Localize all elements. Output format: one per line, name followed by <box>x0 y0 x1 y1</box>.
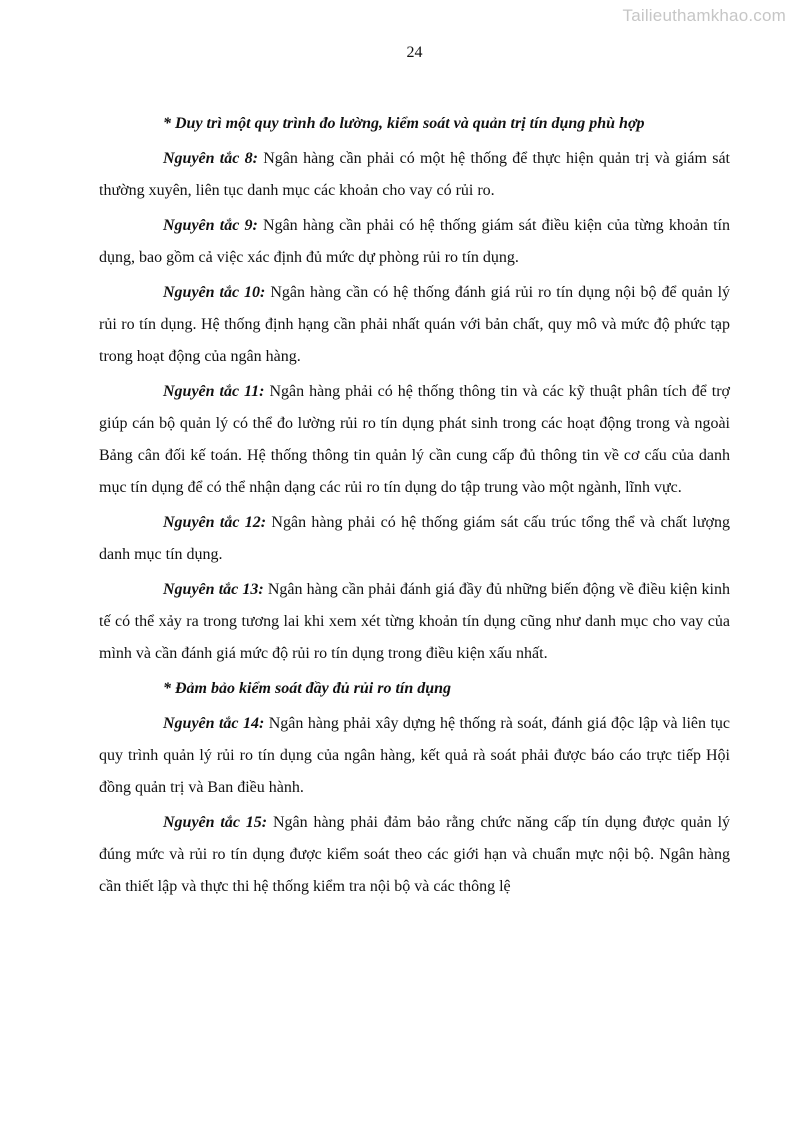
principle-8-label: Nguyên tắc 8: <box>163 150 258 167</box>
document-body <box>99 108 730 906</box>
principle-9-paragraph <box>99 210 730 274</box>
principle-8-paragraph <box>99 143 730 207</box>
principle-15-paragraph <box>99 807 730 903</box>
principle-13-text: Ngân hàng cần phải đánh giá đầy đủ những biến động về điều kiện kinh tế có thể xảy ra trong tương lai khi xem xét từng khoản tín dụng cũng như danh mục cho vay của mình và cần đánh giá mức độ rủi ro tín dụng trong điều kiện xấu nhất. <box>99 581 730 662</box>
principle-10-text: Ngân hàng cần có hệ thống đánh giá rủi ro tín dụng nội bộ để quản lý rủi ro tín dụng. Hệ thống định hạng cần phải nhất quán với bản chất, quy mô và mức độ phức tạp trong hoạt động của ngân hàng. <box>99 284 731 365</box>
principle-12-text: Ngân hàng phải có hệ thống giám sát cấu trúc tổng thể và chất lượng danh mục tín dụng. <box>99 514 731 563</box>
watermark-text: Tailieuthamkhao.com <box>622 6 786 25</box>
principle-9-text: Ngân hàng cần phải có hệ thống giám sát điều kiện của từng khoản tín dụng, bao gồm cả việc xác định đủ mức dự phòng rủi ro tín dụng. <box>99 217 731 266</box>
principle-11-paragraph <box>99 376 730 504</box>
section-heading-ensure-control: * Đảm bảo kiểm soát đầy đủ rủi ro tín dụng <box>163 680 452 697</box>
principle-10-label: Nguyên tắc 10: <box>163 284 266 301</box>
principle-11-text: Ngân hàng phải có hệ thống thông tin và các kỹ thuật phân tích để trợ giúp cán bộ quản lý có thể đo lường rủi ro tín dụng phát sinh trong các hoạt động trong và ngoài Bảng cân đối kế toán. Hệ thống thông tin quản lý cần cung cấp đủ thông tin về cơ cấu của danh mục tín dụng để có thể nhận dạng các rủi ro tín dụng do tập trung vào một ngành, lĩnh vực. <box>99 383 731 496</box>
principle-15-label: Nguyên tắc 15: <box>163 814 268 831</box>
principle-12-paragraph <box>99 507 730 571</box>
principle-14-label: Nguyên tắc 14: <box>163 715 265 732</box>
principle-11-label: Nguyên tắc 11: <box>163 383 265 400</box>
principle-10-paragraph <box>99 277 730 373</box>
section-heading-measure-control: * Duy trì một quy trình đo lường, kiểm soát và quản trị tín dụng phù hợp <box>163 115 645 132</box>
principle-14-paragraph <box>99 708 730 804</box>
principle-14-text: Ngân hàng phải xây dựng hệ thống rà soát, đánh giá độc lập và liên tục quy trình quản lý rủi ro tín dụng của ngân hàng, kết quả rà soát phải được báo cáo trực tiếp Hội đồng quản trị và Ban điều hành. <box>99 715 730 796</box>
principle-8-text: Ngân hàng cần phải có một hệ thống để thực hiện quản trị và giám sát thường xuyên, liên tục danh mục các khoản cho vay có rủi ro. <box>99 150 730 199</box>
principle-15-text: Ngân hàng phải đảm bảo rằng chức năng cấp tín dụng được quản lý đúng mức và rủi ro tín dụng được kiểm soát theo các giới hạn và chuẩn mực nội bộ. Ngân hàng cần thiết lập và thực thi hệ thống kiểm tra nội bộ và các thông lệ <box>99 814 731 895</box>
principle-9-label: Nguyên tắc 9: <box>163 217 258 234</box>
principle-13-paragraph <box>99 574 730 670</box>
page-number: 24 <box>406 44 423 61</box>
principle-12-label: Nguyên tắc 12: <box>163 514 267 531</box>
principle-13-label: Nguyên tắc 13: <box>163 581 264 598</box>
